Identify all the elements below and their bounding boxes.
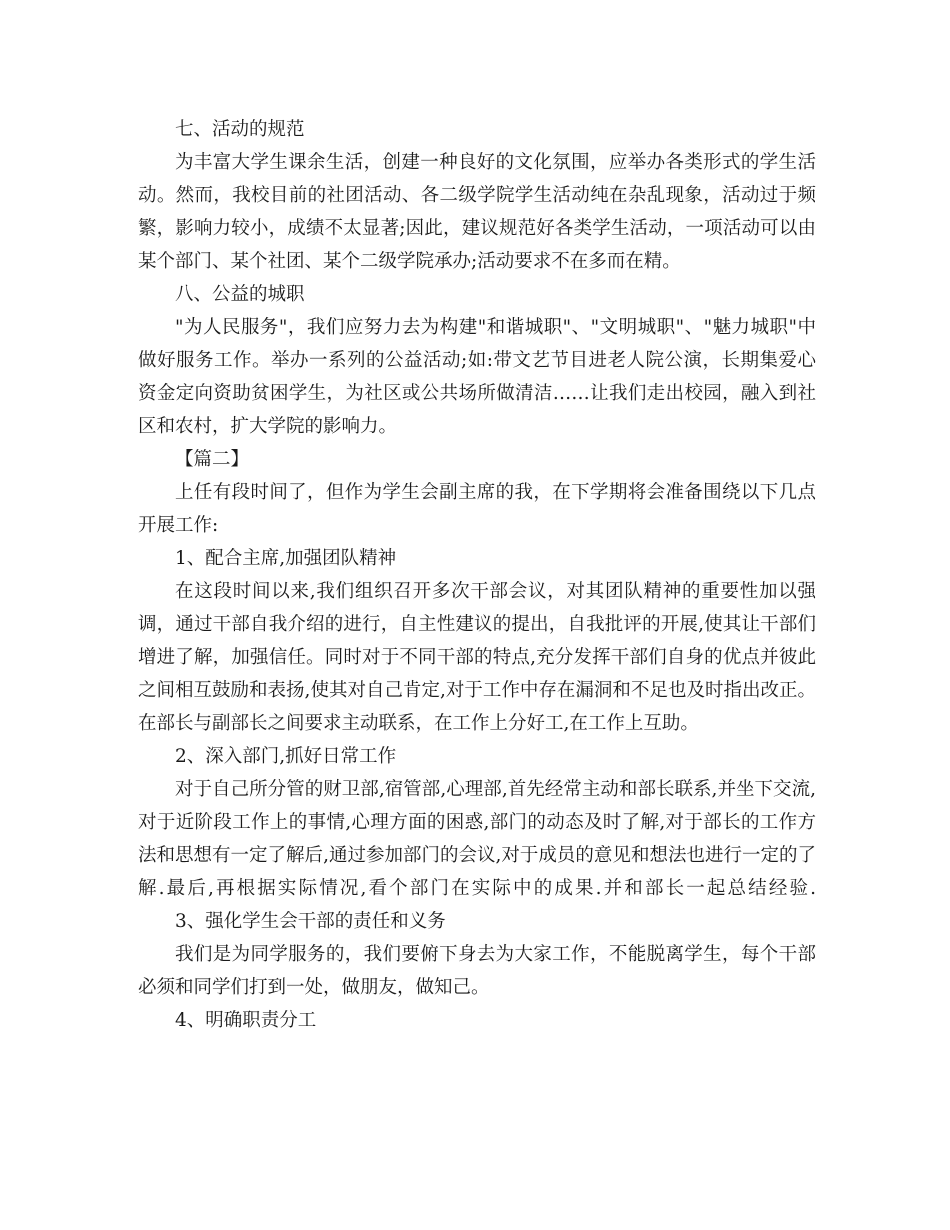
item-heading-4: 4、明确职责分工 xyxy=(175,1010,317,1031)
paragraph-activity-norms: 为丰富大学生课余生活，创建一种良好的文化氛围，应举办各类形式的学生活动。然而，我校目前的社团活动、各二级学院学生活动纯在杂乱现象，活动过于频繁，影响力较小，成绩不太显著;因此，建议规范好各类学生活动，一项活动可以由某个部门、某个社团、某个二级学院承办;活动要求不在多而在精。 xyxy=(138,152,816,272)
section-heading-activity-norms: 七、活动的规范 xyxy=(175,119,305,140)
paragraph-intro: 上任有段时间了，但作为学生会副主席的我，在下学期将会准备围绕以下几点开展工作: xyxy=(138,482,816,536)
item-heading-2: 2、深入部门,抓好日常工作 xyxy=(175,746,397,767)
item-heading-3: 3、强化学生会干部的责任和义务 xyxy=(175,911,446,932)
item-paragraph-1: 在这段时间以来,我们组织召开多次干部会议，对其团队精神的重要性加以强调，通过干部自我介绍的进行，自主性建议的提出，自我批评的开展,使其让干部们增进了解，加强信任。同时对于不同干部的特点,充分发挥干部们自身的优点并彼此之间相互鼓励和表扬,使其对自己肯定,对于工作中存在漏洞和不足也及时指出改正。在部长与副部长之间要求主动联系，在工作上分好工,在工作上互助。 xyxy=(138,581,816,734)
document-body xyxy=(138,113,816,1037)
part-two-heading: 【篇二】 xyxy=(175,449,250,470)
item-paragraph-2: 对于自己所分管的财卫部,宿管部,心理部,首先经常主动和部长联系,并坐下交流,对于近阶段工作上的事情,心理方面的困惑,部门的动态及时了解,对于部长的工作方法和思想有一定了解后,通过参加部门的会议,对于成员的意见和想法也进行一定的了解.最后,再根据实际情况,看个部门在实际中的成果.并和部长一起总结经验. xyxy=(138,779,816,899)
section-heading-public-welfare: 八、公益的城职 xyxy=(175,284,305,305)
item-paragraph-3: 我们是为同学服务的，我们要俯下身去为大家工作，不能脱离学生，每个干部必须和同学们打到一处，做朋友，做知己。 xyxy=(138,944,816,998)
paragraph-public-welfare: "为人民服务"，我们应努力去为构建"和谐城职"、"文明城职"、"魅力城职"中做好服务工作。举办一系列的公益活动;如:带文艺节目进老人院公演，长期集爱心资金定向资助贫困学生，为社区或公共场所做清洁……让我们走出校园，融入到社区和农村，扩大学院的影响力。 xyxy=(138,317,816,437)
item-heading-1: 1、配合主席,加强团队精神 xyxy=(175,548,397,569)
